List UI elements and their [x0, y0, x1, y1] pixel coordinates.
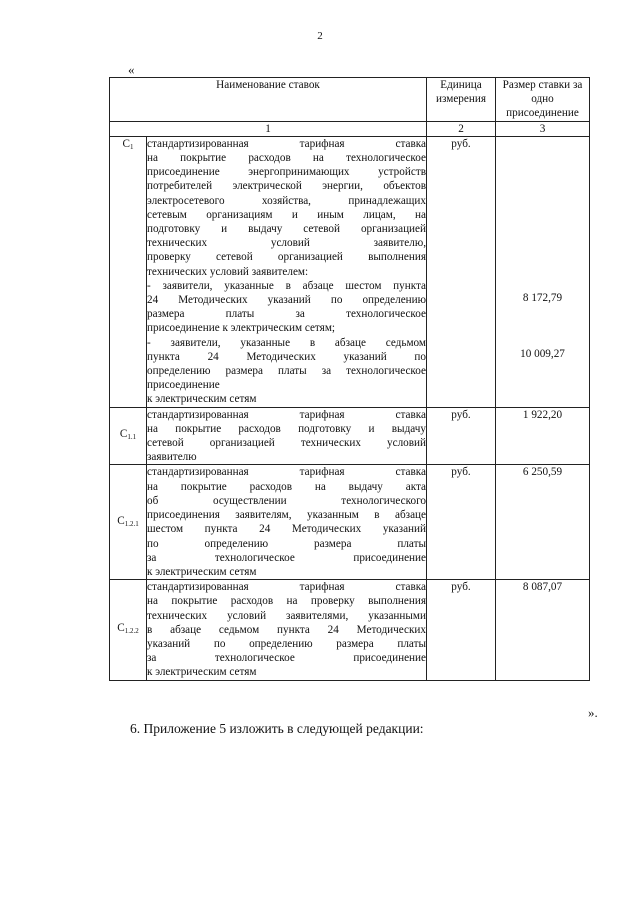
description-line: на покрытие расходов на выдачу акта	[147, 480, 426, 493]
rate-value: 10 009,27	[520, 348, 565, 361]
description-line: сетевой организацией технических условий	[147, 437, 426, 450]
description-line: электросетевого хозяйства, принадлежащих	[147, 194, 426, 207]
description-line: проверку сетевой организацией выполнения	[147, 251, 426, 264]
rate-unit: руб.	[427, 136, 496, 407]
header-name: Наименование ставок	[110, 78, 427, 122]
description-line: технических условий заявителями, указанными	[147, 609, 426, 622]
description-line: на покрытие расходов на технологическое	[147, 152, 426, 165]
description-line: стандартизированная тарифная ставка	[147, 581, 426, 594]
description-line: подготовку и выдачу сетевой организацией	[147, 223, 426, 236]
description-line: на покрытие расходов на проверку выполнения	[147, 595, 426, 608]
rate-code: $C_1$	[110, 136, 147, 407]
description-line: определению размера платы за технологическое	[147, 365, 426, 378]
description-line: за технологическое присоединение	[147, 551, 426, 564]
description-line: за технологическое присоединение	[147, 652, 426, 665]
description-line: к электрическим сетям	[147, 393, 257, 406]
description-line: стандартизированная тарифная ставка	[147, 137, 426, 150]
table-row	[110, 136, 590, 407]
description-line: об осуществлении технологического	[147, 494, 426, 507]
rates-table	[109, 77, 590, 681]
description-line: пункта 24 Методических указаний по	[147, 350, 426, 363]
column-number: 2	[427, 121, 496, 136]
rate-description	[147, 465, 427, 580]
description-line: стандартизированная тарифная ставка	[147, 408, 426, 421]
description-line: стандартизированная тарифная ставка	[147, 466, 426, 479]
rate-unit: руб.	[427, 465, 496, 580]
rate-code: $C_{1.2.2}$	[110, 580, 147, 680]
description-line: к электрическим сетям	[147, 666, 257, 679]
rate-value: 8 172,79	[522, 291, 563, 304]
rate-value: 8 087,07	[496, 580, 590, 680]
table-row	[110, 580, 590, 680]
description-line: по определению размера платы	[147, 537, 426, 550]
rate-values	[496, 136, 590, 407]
description-line: шестом пункта 24 Методических указаний	[147, 523, 426, 536]
description-line: заявителю	[147, 451, 197, 464]
rate-unit: руб.	[427, 407, 496, 465]
description-line: присоединение	[147, 379, 220, 392]
description-line: технических условий заявителем:	[147, 265, 309, 278]
description-line: указаний по определению размера платы	[147, 637, 426, 650]
description-line: присоединение к электрическим сетям;	[147, 322, 336, 335]
description-line: сетевым организациям и иным лицам, на	[147, 208, 426, 221]
description-line: 24 Методических указаний по определению	[147, 294, 426, 307]
rate-unit: руб.	[427, 580, 496, 680]
rate-description	[147, 407, 427, 465]
description-line: присоединения заявителям, указанным в абзаце	[147, 509, 426, 522]
column-numbering	[110, 121, 590, 136]
rate-code: $C_{1.1}$	[110, 407, 147, 465]
column-number: 1	[110, 121, 427, 136]
description-line: к электрическим сетям	[147, 565, 257, 578]
table-header	[110, 78, 590, 122]
page-number: 2	[317, 30, 323, 42]
table-row	[110, 465, 590, 580]
description-line: - заявители, указанные в абзаце шестом пункта	[147, 279, 426, 292]
rate-value: 1 922,20	[496, 407, 590, 465]
description-line: присоединение энергопринимающих устройств	[147, 166, 426, 179]
rate-value: 6 250,59	[496, 465, 590, 580]
table-row	[110, 407, 590, 465]
description-line: - заявители, указанные в абзаце седьмом	[147, 336, 426, 349]
description-line: размера платы за технологическое	[147, 308, 426, 321]
rate-code: $C_{1.2.1}$	[110, 465, 147, 580]
description-line: технических условий заявителю,	[147, 237, 426, 250]
description-line: на покрытие расходов подготовку и выдачу	[147, 422, 426, 435]
column-number: 3	[496, 121, 590, 136]
rate-description	[147, 580, 427, 680]
open-quote: «	[128, 62, 135, 77]
header-size: Размер ставки за одно присоединение	[496, 78, 590, 122]
description-line: потребителей электрической энергии, объектов	[147, 180, 426, 193]
header-unit: Единица измерения	[427, 78, 496, 122]
rate-description	[147, 136, 427, 407]
close-quote: ».	[588, 705, 598, 720]
description-line: в абзаце седьмом пункта 24 Методических	[147, 623, 426, 636]
paragraph: 6. Приложение 5 изложить в следующей редакции:	[130, 721, 424, 736]
